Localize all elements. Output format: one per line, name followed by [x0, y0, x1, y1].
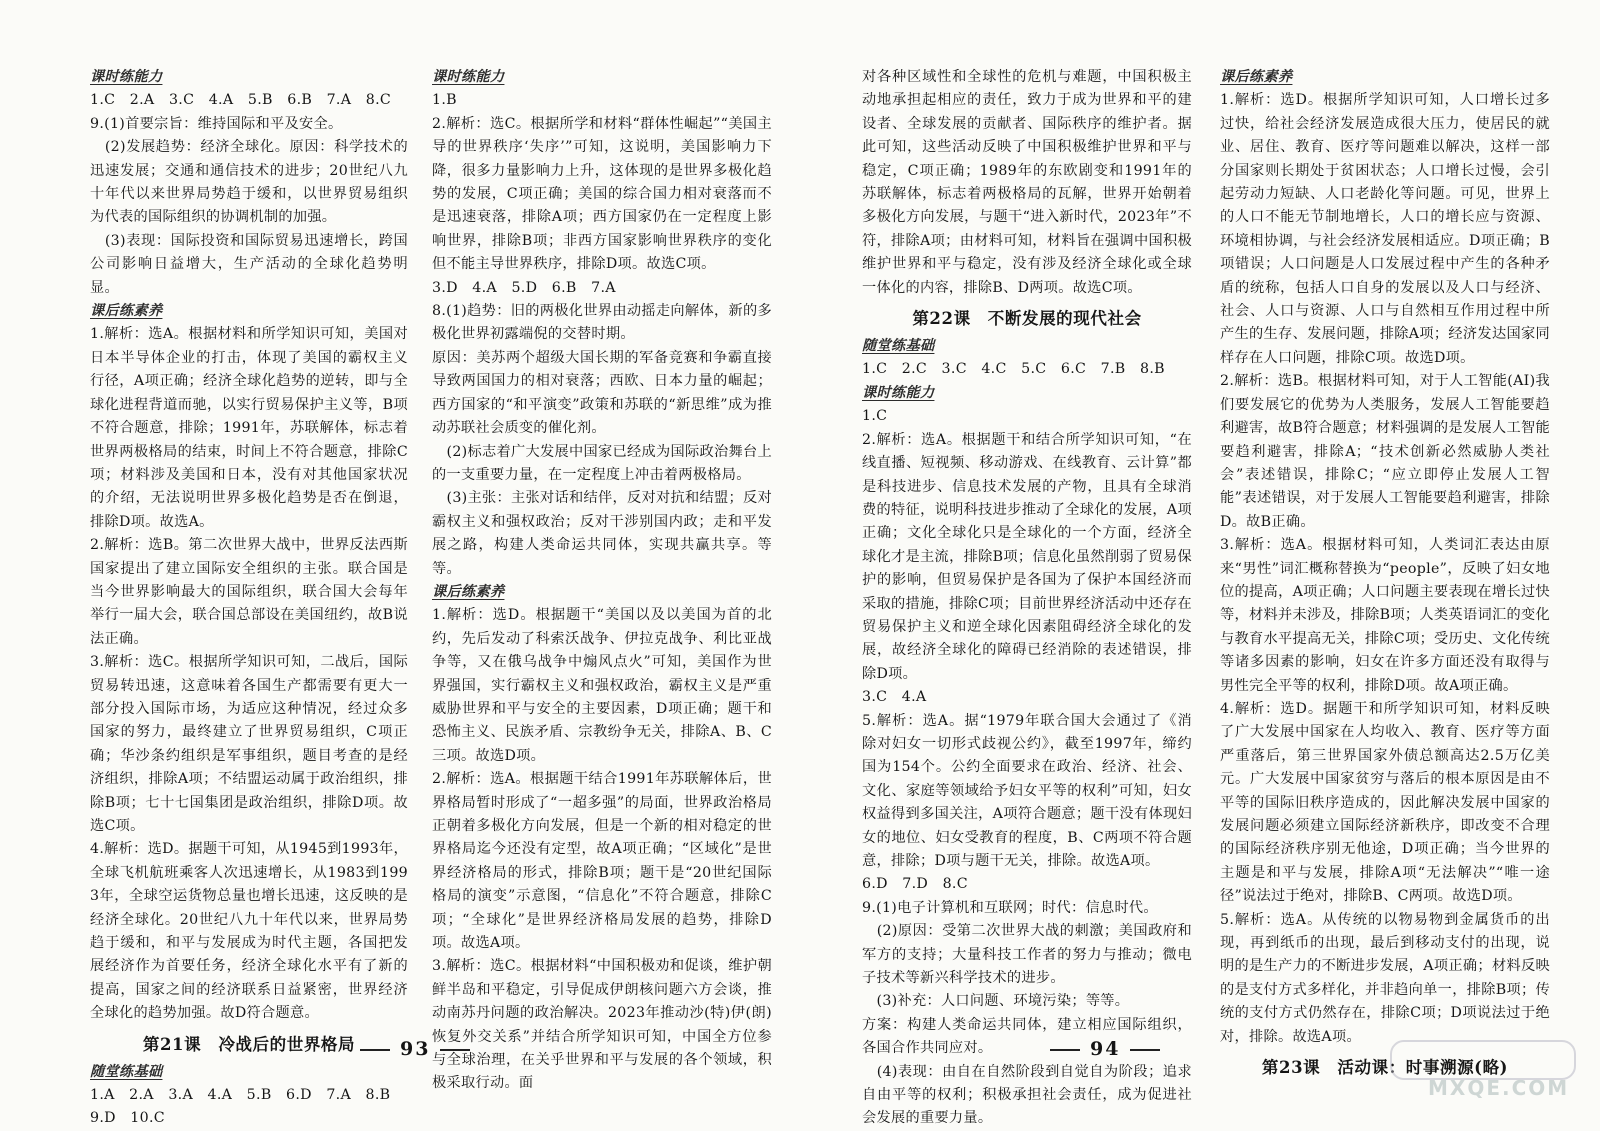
section-label: 课后练素养	[432, 583, 505, 600]
answer-paragraph: 1.C	[862, 408, 888, 425]
left-page-column-2	[432, 66, 772, 1096]
answer-paragraph: 原因：美苏两个超级大国长期的军备竞赛和争霸直接导致两国国力的相对衰落；西欧、日本力量的崛起；西方国家的“和平演变”政策和苏联的“新思维”成为推动苏联社会质变的催化剂。	[432, 349, 772, 437]
answer-paragraph: 1.C 2.A 3.C 4.A 5.B 6.B 7.A 8.C	[90, 92, 392, 109]
answer-paragraph: 6.D 7.D 8.C	[862, 876, 968, 893]
watermark-logo	[1390, 1040, 1590, 1102]
section-label: 课后练素养	[1220, 69, 1293, 85]
answer-paragraph: 2.解析：选B。根据材料可知，对于人工智能(AI)我们要发展它的优势为人类服务，发展人工智能要趋利避害，故B符合题意；材料强调的是发展人工智能要趋利避害，排除A；“技术创新必然威胁人类社会”表述错误，排除C；“应立即停止发展人工智能”表述错误，对于发展人工智能要趋利避害，排除D。故B正确。	[1220, 373, 1550, 530]
answer-paragraph: 1.解析：选D。根据所学知识可知，人口增长过多过快，给社会经济发展造成很大压力，使居民的就业、居住、教育、医疗等问题难以解决，这样一部分国家则长期处于贫困状态；人口增长过慢，会引起劳动力短缺、人口老龄化等问题。可见，世界上的人口不能无节制地增长，人口的增长应与资源、环境相协调，与社会经济发展相适应。D项正确；B项错误；人口问题是人口发展过程中产生的各种矛盾的统称，包括人口自身的发展以及人口与经济、社会、人口与资源、人口与自然相互作用过程中所产生的生存、发展问题，排除A项；经济发达国家同样存在人口问题，排除C项。故选D项。	[1220, 92, 1550, 366]
page-number-dash	[440, 1049, 470, 1051]
answer-paragraph: (2)发展趋势：经济全球化。原因：科学技术的迅速发展；交通和通信技术的进步；20世纪八九十年代以来世界局势趋于缓和，以世界贸易组织为代表的国际组织的协调机制的加强。	[90, 139, 408, 226]
answer-paragraph: 9.D 10.C	[90, 1110, 165, 1127]
answer-paragraph: 3.解析：选A。根据材料可知，人类词汇表达由原来“男性”词汇概称替换为“people”，反映了妇女地位的提高，A项正确；人口问题主要表现在增长过快等，材料并未涉及，排除B项；人类英语词汇的变化与教育水平提高无关，排除C项；受历史、文化传统等诸多因素的影响，妇女在许多方面还没有取得与男性完全平等的权利，排除D项。故A项正确。	[1220, 537, 1550, 694]
answer-paragraph: 4.解析：选D。据题干和所学知识可知，材料反映了广大发展中国家在人均收入、教育、医疗等方面严重落后，第三世界国家外债总额高达2.5万亿美元。广大发展中国家贫穷与落后的根本原因是由不平等的国际旧秩序造成的，因此解决发展中国家的发展问题必须建立国际经济新秩序，即改变不合理的国际经济秩序别无他途，D项正确；当今世界的主题是和平与发展，排除A项“无法解决”“唯一途径”说法过于绝对，排除B、C两项。故选D项。	[1220, 700, 1550, 905]
answer-paragraph: 1.C 2.C 3.C 4.C 5.C 6.C 7.B 8.B	[862, 361, 1165, 378]
answer-paragraph: (3)主张：主张对话和结伴，反对对抗和结盟；反对霸权主义和强权政治；反对干涉别国内政；走和平发展之路，构建人类命运共同体，实现共赢共享。等等。	[432, 490, 772, 577]
answer-paragraph: 4.解析：选D。据题干可知，从1945到1993年，全球飞机航班乘客人次迅速增长，从1983到1993年，全球空运货物总量也增长迅速，这反映的是经济全球化。20世纪八九十年代以来，世界局势趋于缓和，和平与发展成为时代主题，各国把发展经济作为首要任务，经济全球化水平有了新的提高，国家之间的经济联系日益紧密，世界经济全球化的趋势加强。故D符合题意。	[90, 841, 408, 1022]
page-number-value: 93	[400, 1038, 431, 1060]
answer-paragraph: (3)补充：人口问题、环境污染；等等。	[862, 993, 1130, 1010]
answer-paragraph: 1.A 2.A 3.A 4.A 5.B 6.D 7.A 8.B	[90, 1087, 391, 1104]
answer-paragraph: 2.解析：选B。第二次世界大战中，世界反法西斯国家提出了建立国际安全组织的主张。联合国是当今世界影响最大的国际组织，联合国大会每年举行一届大会，联合国总部设在美国纽约，故B说法正确。	[90, 537, 408, 647]
answer-paragraph: 8.(1)趋势：旧的两极化世界由动摇走向解体，新的多极化世界初露端倪的交替时期。	[432, 303, 772, 343]
page-number-right	[1040, 1038, 1170, 1060]
right-page-column-2	[1220, 66, 1550, 1084]
lesson-heading: 第21课 冷战后的世界格局	[142, 1034, 356, 1054]
answer-paragraph: 3.解析：选C。根据材料“中国积极劝和促谈，维护朝鲜半岛和平稳定，引导促成伊朗核问题六方会谈，推动南苏丹问题的政治解决。2023年推动沙(特)伊(朗)恢复外交关系”并结合所学知识可知，中国全方位参与全球治理，在关乎世界和平与发展的各个领域，积极采取行动。面	[432, 958, 772, 1092]
section-label: 课时练能力	[432, 69, 505, 85]
left-page	[0, 0, 800, 1127]
left-page-column-1	[90, 66, 408, 1131]
answer-paragraph: 5.解析：选A。从传统的以物易物到金属货币的出现，再到纸币的出现，最后到移动支付的出现，说明的是生产力的不断进步发展，A项正确；材料反映的是支付方式多样化，并非趋向单一，排除B项；传统的支付方式仍然存在，排除C项；D项说法过于绝对，排除。故选A项。	[1220, 911, 1550, 1045]
page-number-value: 94	[1090, 1038, 1121, 1060]
answer-paragraph: 2.解析：选A。根据题干结合1991年苏联解体后，世界格局暂时形成了“一超多强”的局面，世界政治格局正朝着多极化方向发展，但是一个新的相对稳定的世界格局迄今还没有定型，故A项正确；“区域化”是世界经济格局的形式，排除B项；题干是“20世纪国际格局的演变”示意图，“信息化”不符合题意，排除C项；“全球化”是世界经济格局发展的趋势，排除D项。故选A项。	[432, 771, 772, 952]
answer-paragraph: 3.解析：选C。根据所学知识可知，二战后，国际贸易转迅速，这意味着各国生产都需要有更大一部分投入国际市场，为适应这种情况，经过众多国家的努力，最终建立了世界贸易组织，C项正确；华沙条约组织是军事组织，题目考查的是经济组织，排除A项；不结盟运动属于政治组织，排除B项；七十七国集团是政治组织，排除D项。故选C项。	[90, 654, 408, 834]
answer-paragraph: 1.解析：选A。根据材料和所学知识可知，美国对日本半导体企业的打击，体现了美国的霸权主义行径，A项正确；经济全球化趋势的逆转，即与全球化进程背道而驰，以实行贸易保护主义等，B项不符合题意，排除；1991年，苏联解体，标志着世界两极格局的结束，时间上不符合题意，排除C项；材料涉及美国和日本，没有对其他国家状况的介绍，无法说明世界多极化趋势是否在倒退，排除D项。故选A。	[90, 326, 408, 530]
answer-paragraph: 9.(1)电子计算机和互联网；时代：信息时代。	[862, 899, 1158, 916]
page-number-dash	[1130, 1049, 1160, 1051]
section-label: 随堂练基础	[862, 338, 935, 355]
lesson-heading: 第23课 活动课：时事溯源(略)	[1261, 1058, 1509, 1078]
right-page	[800, 0, 1600, 1127]
answer-paragraph: (2)标志着广大发展中国家已经成为国际政治舞台上的一支重要力量，在一定程度上冲击着两极格局。	[432, 443, 772, 483]
lesson-heading: 第22课 不断发展的现代社会	[912, 309, 1142, 329]
answer-paragraph: 2.解析：选A。根据题干和结合所学知识可知，“在线直播、短视频、移动游戏、在线教育、云计算”都是科技进步、信息技术发展的产物，且具有全球消费的特征，说明科技进步推动了全球化的发展，A项正确；文化全球化只是全球化的一个方面，经济全球化才是主流，排除B项；信息化虽然削弱了贸易保护的影响，但贸易保护是各国为了保护本国经济而采取的措施，排除C项；目前世界经济活动中还存在贸易保护主义和逆全球化因素阻碍经济全球化的发展，故经济全球化的障碍已经消除的表述错误，排除D项。	[862, 431, 1192, 682]
section-label: 课后练素养	[90, 303, 163, 320]
section-label: 课时练能力	[90, 69, 163, 85]
right-page-column-1	[862, 66, 1192, 1131]
answer-paragraph: 3.D 4.A 5.D 6.B 7.A	[432, 279, 616, 296]
answer-paragraph: (2)原因：受第二次世界大战的刺激；美国政府和军方的支持；大量科技工作者的努力与推动；微电子技术等新兴科学技术的进步。	[862, 923, 1192, 987]
answer-paragraph: 1.B	[432, 92, 457, 109]
answer-paragraph: (4)表现：由自在自然阶段到自觉自为阶段；追求自由平等的权利；积极承担社会责任，成为促进社会发展的重要力量。	[862, 1063, 1192, 1127]
answer-paragraph: 1.解析：选D。根据题干“美国以及以美国为首的北约，先后发动了科索沃战争、伊拉克战争、利比亚战争等，又在俄乌战争中煽风点火”可知，美国作为世界强国，实行霸权主义和强权政治，霸权主义是严重威胁世界和平与安全的主要因素，D项正确；题干和恐怖主义、民族矛盾、宗教纷争无关，排除A、B、C三项。故选D项。	[432, 607, 772, 764]
answer-paragraph: 3.C 4.A	[862, 689, 927, 706]
answer-paragraph: 对各种区域性和全球性的危机与难题，中国积极主动地承担起相应的责任，致力于成为世界和平的建设者、全球发展的贡献者、国际秩序的维护者。据此可知，这些活动反映了中国积极维护世界和平与稳定，C项正确；1989年的东欧剧变和1991年的苏联解体，标志着两极格局的瓦解，世界开始朝着多极化方向发展，与题干“进入新时代，2023年”不符，排除A项；由材料可知，材料旨在强调中国积极维护世界和平与稳定，没有涉及经济全球化或全球一体化的内容，排除B、D两项。故选C项。	[862, 69, 1192, 296]
answer-paragraph: 2.解析：选C。根据所学和材料“群体性崛起”“美国主导的世界秩序‘失序’”可知，这说明，美国影响力下降，很多力量影响力上升，这体现的是世界多极化趋势的发展，C项正确；美国的综合国力相对衰落而不是迅速衰落，排除A项；西方国家仍在一定程度上影响世界，排除B项；非西方国家影响世界秩序的变化但不能主导世界秩序，排除D项。故选C项。	[432, 115, 772, 273]
section-label: 随堂练基础	[90, 1063, 163, 1080]
answer-paragraph: 方案：构建人类命运共同体，建立相应国际组织，各国合作共同应对。	[862, 1016, 1192, 1057]
page-number-dash	[360, 1049, 390, 1051]
watermark-seal-icon	[1390, 1040, 1576, 1080]
section-label: 课时练能力	[862, 384, 935, 401]
answer-paragraph: (3)表现：国际投资和国际贸易迅速增长，跨国公司影响日益增大，生产活动的全球化趋势明显。	[90, 232, 408, 296]
answer-paragraph: 5.解析：选A。据“1979年联合国大会通过了《消除对妇女一切形式歧视公约》，截至1997年，缔约国为154个。公约全面要求在政治、经济、社会、文化、家庭等领域给予妇女平等的权利”可知，妇女权益得到多国关注，A项符合题意；题干没有体现妇女的地位、妇女受教育的程度，B、C两项不符合题意，排除；D项与题干无关，排除。故选A项。	[862, 712, 1192, 869]
watermark-url: MXQE.COM	[1428, 1076, 1570, 1100]
answer-paragraph: 9.(1)首要宗旨：维持国际和平及安全。	[90, 115, 343, 132]
page-number-dash	[1050, 1049, 1080, 1051]
page-number-left	[350, 1038, 480, 1060]
